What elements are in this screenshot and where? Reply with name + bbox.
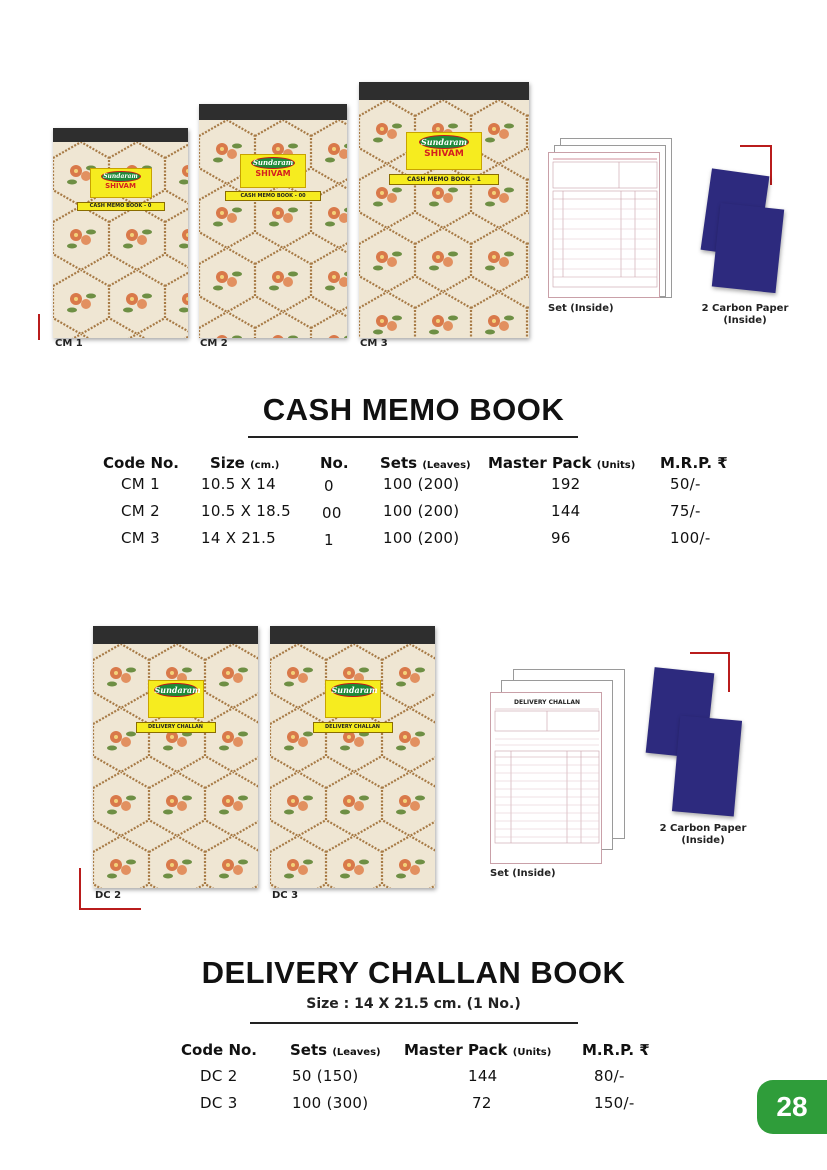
book-strip-label: DELIVERY CHALLAN [313,722,393,733]
book-binding [199,104,347,120]
dc-row-2-pack: 72 [472,1094,492,1112]
book-binding [359,82,529,100]
cm-row-1-no: 0 [324,477,334,495]
book-code-cm3: CM 3 [360,338,388,349]
brand-badge [406,132,482,170]
sundaram-logo: Sundaram [101,171,141,182]
cm-row-1-code: CM 1 [121,475,160,493]
brand-badge [148,680,204,718]
cm-header-pack: Master Pack (Units) [488,454,636,472]
dc-header-code: Code No. [181,1041,258,1059]
book-strip-label: CASH MEMO BOOK - 00 [225,191,321,201]
book-cover-pattern [199,120,347,338]
cm-row-2-size: 10.5 X 18.5 [201,502,291,520]
cm-row-3-sets: 100 (200) [383,529,460,547]
brand-badge [240,154,306,188]
cm-row-3-mrp: 100/- [670,529,711,547]
book-binding [93,626,258,644]
dc-row-1-code: DC 2 [200,1067,238,1085]
book-strip-label: DELIVERY CHALLAN [136,722,216,733]
sundaram-logo: Sundaram [252,158,294,167]
dc-row-2-mrp: 150/- [594,1094,635,1112]
cm-row-2-sets: 100 (200) [383,502,460,520]
set-caption: Set (Inside) [490,868,556,879]
cm-header-no: No. [320,454,349,472]
carbon-caption-line2: (Inside) [723,315,767,326]
delivery-challan-form-sheet [490,692,602,864]
delivery-challan-title-rule [250,1022,578,1024]
brand-name: SHIVAM [255,169,291,178]
dc-row-1-pack: 144 [468,1067,498,1085]
book-code-dc2: DC 2 [95,890,122,901]
carbon-paper-front [672,715,742,816]
brand-badge [325,680,381,718]
form-lines [491,693,603,865]
book-strip-label: CASH MEMO BOOK - 1 [389,174,499,185]
sundaram-logo: Sundaram [331,685,378,695]
carbon-caption-line2: (Inside) [681,835,725,846]
cash-memo-book-cm1 [53,128,188,338]
book-binding [53,128,188,142]
cash-memo-title-rule [248,436,578,438]
cm-header-sets: Sets (Leaves) [380,454,471,472]
brand-name: SHIVAM [424,149,464,159]
dc-header-sets: Sets (Leaves) [290,1041,381,1059]
dc-header-mrp: M.R.P. ₹ [582,1041,650,1059]
dc-row-2-code: DC 3 [200,1094,238,1112]
corner-mark-cm1 [38,314,54,340]
sundaram-logo: Sundaram [154,685,201,695]
cm-row-3-size: 14 X 21.5 [201,529,276,547]
book-binding [270,626,435,644]
cm-row-1-mrp: 50/- [670,475,701,493]
book-code-cm2: CM 2 [200,338,228,349]
set-caption: Set (Inside) [548,303,614,314]
delivery-challan-book-dc2 [93,626,258,888]
cm-row-2-pack: 144 [551,502,581,520]
form-heading: DELIVERY CHALLAN [514,699,580,706]
cm-row-3-pack: 96 [551,529,571,547]
cm-row-1-size: 10.5 X 14 [201,475,276,493]
cm-row-3-code: CM 3 [121,529,160,547]
cm-row-2-no: 00 [322,504,342,522]
cm-row-2-code: CM 2 [121,502,160,520]
book-code-dc3: DC 3 [272,890,299,901]
form-lines [549,153,661,299]
dc-row-2-sets: 100 (300) [292,1094,369,1112]
cm-row-3-no: 1 [324,531,334,549]
cm-header-mrp: M.R.P. ₹ [660,454,728,472]
book-strip-label: CASH MEMO BOOK - 0 [77,202,165,211]
cash-memo-book-cm3 [359,82,529,338]
carbon-caption [648,823,758,847]
dc-header-pack: Master Pack (Units) [404,1041,552,1059]
cm-row-1-pack: 192 [551,475,581,493]
brand-badge [90,168,152,198]
delivery-challan-book-dc3 [270,626,435,888]
sundaram-logo: Sundaram [420,137,468,147]
delivery-challan-subtitle: Size : 14 X 21.5 cm. (1 No.) [306,996,521,1012]
cash-memo-book-cm2 [199,104,347,338]
delivery-challan-title: DELIVERY CHALLAN BOOK [201,955,626,990]
cm-row-2-mrp: 75/- [670,502,701,520]
carbon-caption [690,303,800,327]
carbon-paper-front [712,203,784,293]
cm-header-size: Size (cm.) [210,454,280,472]
cm-header-code: Code No. [103,454,180,472]
cash-memo-title: CASH MEMO BOOK [262,392,565,427]
carbon-caption-line1: 2 Carbon Paper [659,823,747,834]
page-number-badge: 28 [757,1080,827,1134]
brand-name: SHIVAM [105,182,136,190]
cash-memo-form-sheet [548,152,660,298]
book-code-cm1: CM 1 [55,338,83,349]
dc-row-1-mrp: 80/- [594,1067,625,1085]
cm-row-1-sets: 100 (200) [383,475,460,493]
dc-row-1-sets: 50 (150) [292,1067,359,1085]
carbon-caption-line1: 2 Carbon Paper [701,303,789,314]
